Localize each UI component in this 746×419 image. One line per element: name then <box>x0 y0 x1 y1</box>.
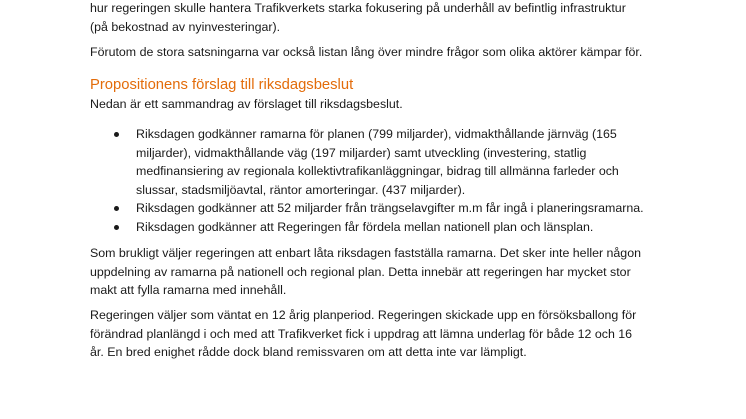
text-line: år. En bred enighet rådde dock bland remissvaren om att detta inte var lämpligt. <box>90 345 527 359</box>
text-line: medfinansiering av regionala kollektivtrafikanläggningar, bidrag till allmänna farleder och <box>136 164 619 178</box>
bullet-icon <box>114 206 119 211</box>
text-line: Förutom de stora satsningarna var också listan lång över mindre frågor som olika aktörer kämpar för. <box>90 45 643 59</box>
text-line: Riksdagen godkänner att Regeringen får fördela mellan nationell plan och länsplan. <box>136 219 594 234</box>
text-line: miljarder), vidmakthållande väg (197 miljarder) samt utveckling (investering, statlig <box>136 145 587 160</box>
intro-paragraph <box>90 0 690 36</box>
bullet-icon <box>114 225 119 230</box>
text-line: Regeringen väljer som väntat en 12 årig planperiod. Regeringen skickade upp en försöksballong för <box>90 308 637 322</box>
text-line: förändrad planlängd i och med att Trafikverket fick i uppdrag att lämna underlag för både 12 och 16 <box>90 326 633 341</box>
section-heading: Propositionens förslag till riksdagsbeslut <box>90 77 354 93</box>
text-line: makt att fylla ramarna med innehåll. <box>90 283 287 297</box>
text-line: hur regeringen skulle hantera Trafikverkets starka fokusering på underhåll av befintlig infrastruktur <box>90 1 626 15</box>
text-line: slussar, stadsmiljöavtal, räntor amorteringar. (437 miljarder). <box>136 182 466 197</box>
text-line: Riksdagen godkänner att 52 miljarder från trängselavgifter m.m får ingå i planeringsramarna. <box>136 201 644 215</box>
list-item <box>136 125 696 199</box>
list-item <box>136 199 696 218</box>
paragraph-other-issues <box>90 43 690 62</box>
section-intro: Nedan är ett sammandrag av förslaget till riksdagsbeslut. <box>90 97 403 111</box>
text-line: Riksdagen godkänner ramarna för planen (799 miljarder), vidmakthållande järnväg (165 <box>136 127 617 141</box>
list-item <box>136 218 696 237</box>
paragraph-frameworks <box>90 244 690 300</box>
proposal-bullet-list <box>136 125 696 236</box>
text-line: (på bekostnad av nyinvesteringar). <box>90 19 281 34</box>
text-line: uppdelning av ramarna på nationell och regional plan. Detta innebär att regeringen har mycket stor <box>90 264 631 279</box>
paragraph-plan-period <box>90 306 690 362</box>
bullet-icon <box>114 132 119 137</box>
text-line: Som brukligt väljer regeringen att enbart låta riksdagen fastställa ramarna. Det sker inte heller någon <box>90 246 641 260</box>
